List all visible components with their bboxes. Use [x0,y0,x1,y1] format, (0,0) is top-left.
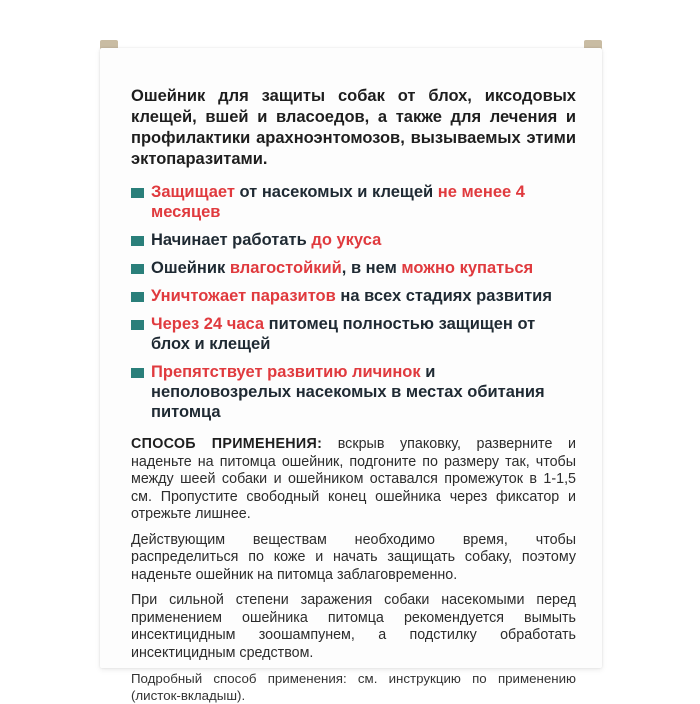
feature-text: от насекомых и клещей [234,183,438,201]
product-description: Ошейник для защиты собак от блох, иксодовых клещей, вшей и власоедов, а также для лечения и профилактики арахноэнтомозов, вызываемых этими эктопаразитами. [131,87,576,168]
usage-heading: СПОСОБ ПРИМЕНЕНИЯ: [131,436,323,452]
feature-highlight: не менее 4 месяцев [151,183,525,221]
feature-item [131,286,576,306]
feature-text: и неполовозрелых насекомых в местах обитания питомца [151,363,545,421]
instruction-note: Подробный способ применения: см. инструкцию по применению (листок-вкладыш). [131,671,576,703]
feature-list [131,182,576,422]
feature-highlight: до укуса [311,231,382,249]
feature-highlight: Препятствует развитию личинок [151,363,421,381]
feature-highlight: Через 24 часа [151,315,265,333]
feature-item [131,314,576,354]
feature-highlight: можно купаться [401,259,534,277]
square-bullet-icon [131,264,144,274]
timing-paragraph: Действующим веществам необходимо время, чтобы распределиться по коже и начать защищать собаку, поэтому наденьте ошейник на питомца заблаговременно. [131,531,576,583]
square-bullet-icon [131,292,144,302]
feature-text: на всех стадиях развития [335,287,552,305]
feature-item [131,230,576,250]
usage-paragraph [131,436,576,524]
feature-text: Начинает работать [151,231,312,249]
square-bullet-icon [131,236,144,246]
square-bullet-icon [131,368,144,378]
feature-highlight: влагостойкий [229,259,342,277]
package-text [131,86,576,704]
feature-highlight: Защищает [151,183,235,201]
feature-item [131,182,576,222]
square-bullet-icon [131,320,144,330]
feature-text: Ошейник [151,259,230,277]
feature-text: , в нем [341,259,402,277]
feature-highlight: Уничтожает паразитов [151,287,336,305]
square-bullet-icon [131,188,144,198]
usage-text: вскрыв упаковку, разверните и наденьте на питомца ошейник, подгоните по размеру так, чтобы между шеей собаки и ошейником оставался промежуток в 1-1,5 см. Пропустите свободный конец ошейника через фиксатор и отрежьте лишнее. [131,436,576,522]
infestation-paragraph: При сильной степени заражения собаки насекомыми перед применением ошейника питомца рекомендуется вымыть инсектицидным зоошампунем, а подстилку обработать инсектицидным средством. [131,592,576,661]
feature-item [131,258,576,278]
feature-item [131,362,576,422]
feature-text: питомец полностью защищен от блох и клещей [151,315,536,353]
